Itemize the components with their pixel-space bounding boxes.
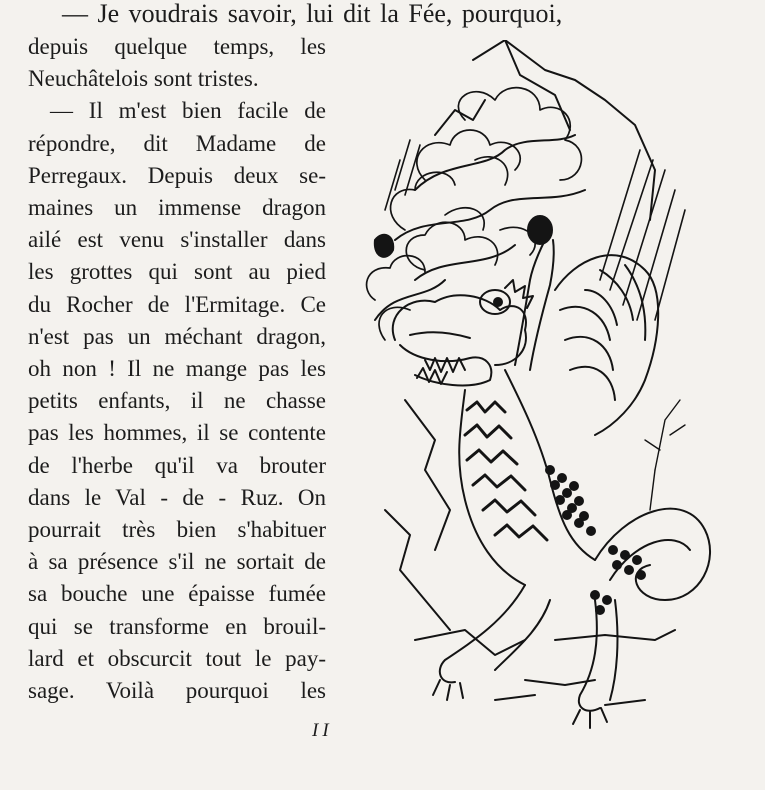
text-line: Neuchâtelois sont tristes. xyxy=(28,66,259,92)
text-line: pas les hommes, il se contente xyxy=(28,420,326,446)
text-line: lard et obscurcit tout le pay- xyxy=(28,645,326,671)
first-line-text: — Je voudrais savoir, lui dit la Fée, pourquoi, xyxy=(62,0,563,28)
text-line: de l'herbe qu'il va brouter xyxy=(28,452,326,478)
dragon-drawing xyxy=(355,40,725,740)
text-line: maines un immense dragon xyxy=(28,195,326,221)
dragon-illustration xyxy=(355,40,725,740)
text-line: sage. Voilà pourquoi les xyxy=(28,678,326,704)
text-line: n'est pas un méchant dragon, xyxy=(28,323,326,349)
text-line: sa bouche une épaisse fumée xyxy=(28,581,326,607)
text-line: depuis quelque temps, les xyxy=(28,34,326,59)
text-line: dans le Val - de - Ruz. On xyxy=(28,484,326,510)
text-line: pourrait très bien s'habituer xyxy=(28,517,326,543)
belly-scales xyxy=(545,465,646,615)
page-number: II xyxy=(312,720,333,741)
text-line: du Rocher de l'Ermitage. Ce xyxy=(28,291,326,317)
text-line: Perregaux. Depuis deux se- xyxy=(28,162,326,188)
text-line: ailé est venu s'installer dans xyxy=(28,227,326,253)
text-line: les grottes qui sont au pied xyxy=(28,259,326,285)
smoke-cloud xyxy=(367,88,582,340)
text-line: répondre, dit Madame de xyxy=(28,130,326,156)
text-line: à sa présence s'il ne sortait de xyxy=(28,549,326,575)
text-line: qui se transforme en brouil- xyxy=(28,613,326,639)
text-line: oh non ! Il ne mange pas les xyxy=(28,356,326,382)
text-line: petits enfants, il ne chasse xyxy=(28,388,326,414)
text-line: — Il m'est bien facile de xyxy=(50,98,326,124)
text-column xyxy=(28,31,326,707)
shrub xyxy=(645,400,685,510)
